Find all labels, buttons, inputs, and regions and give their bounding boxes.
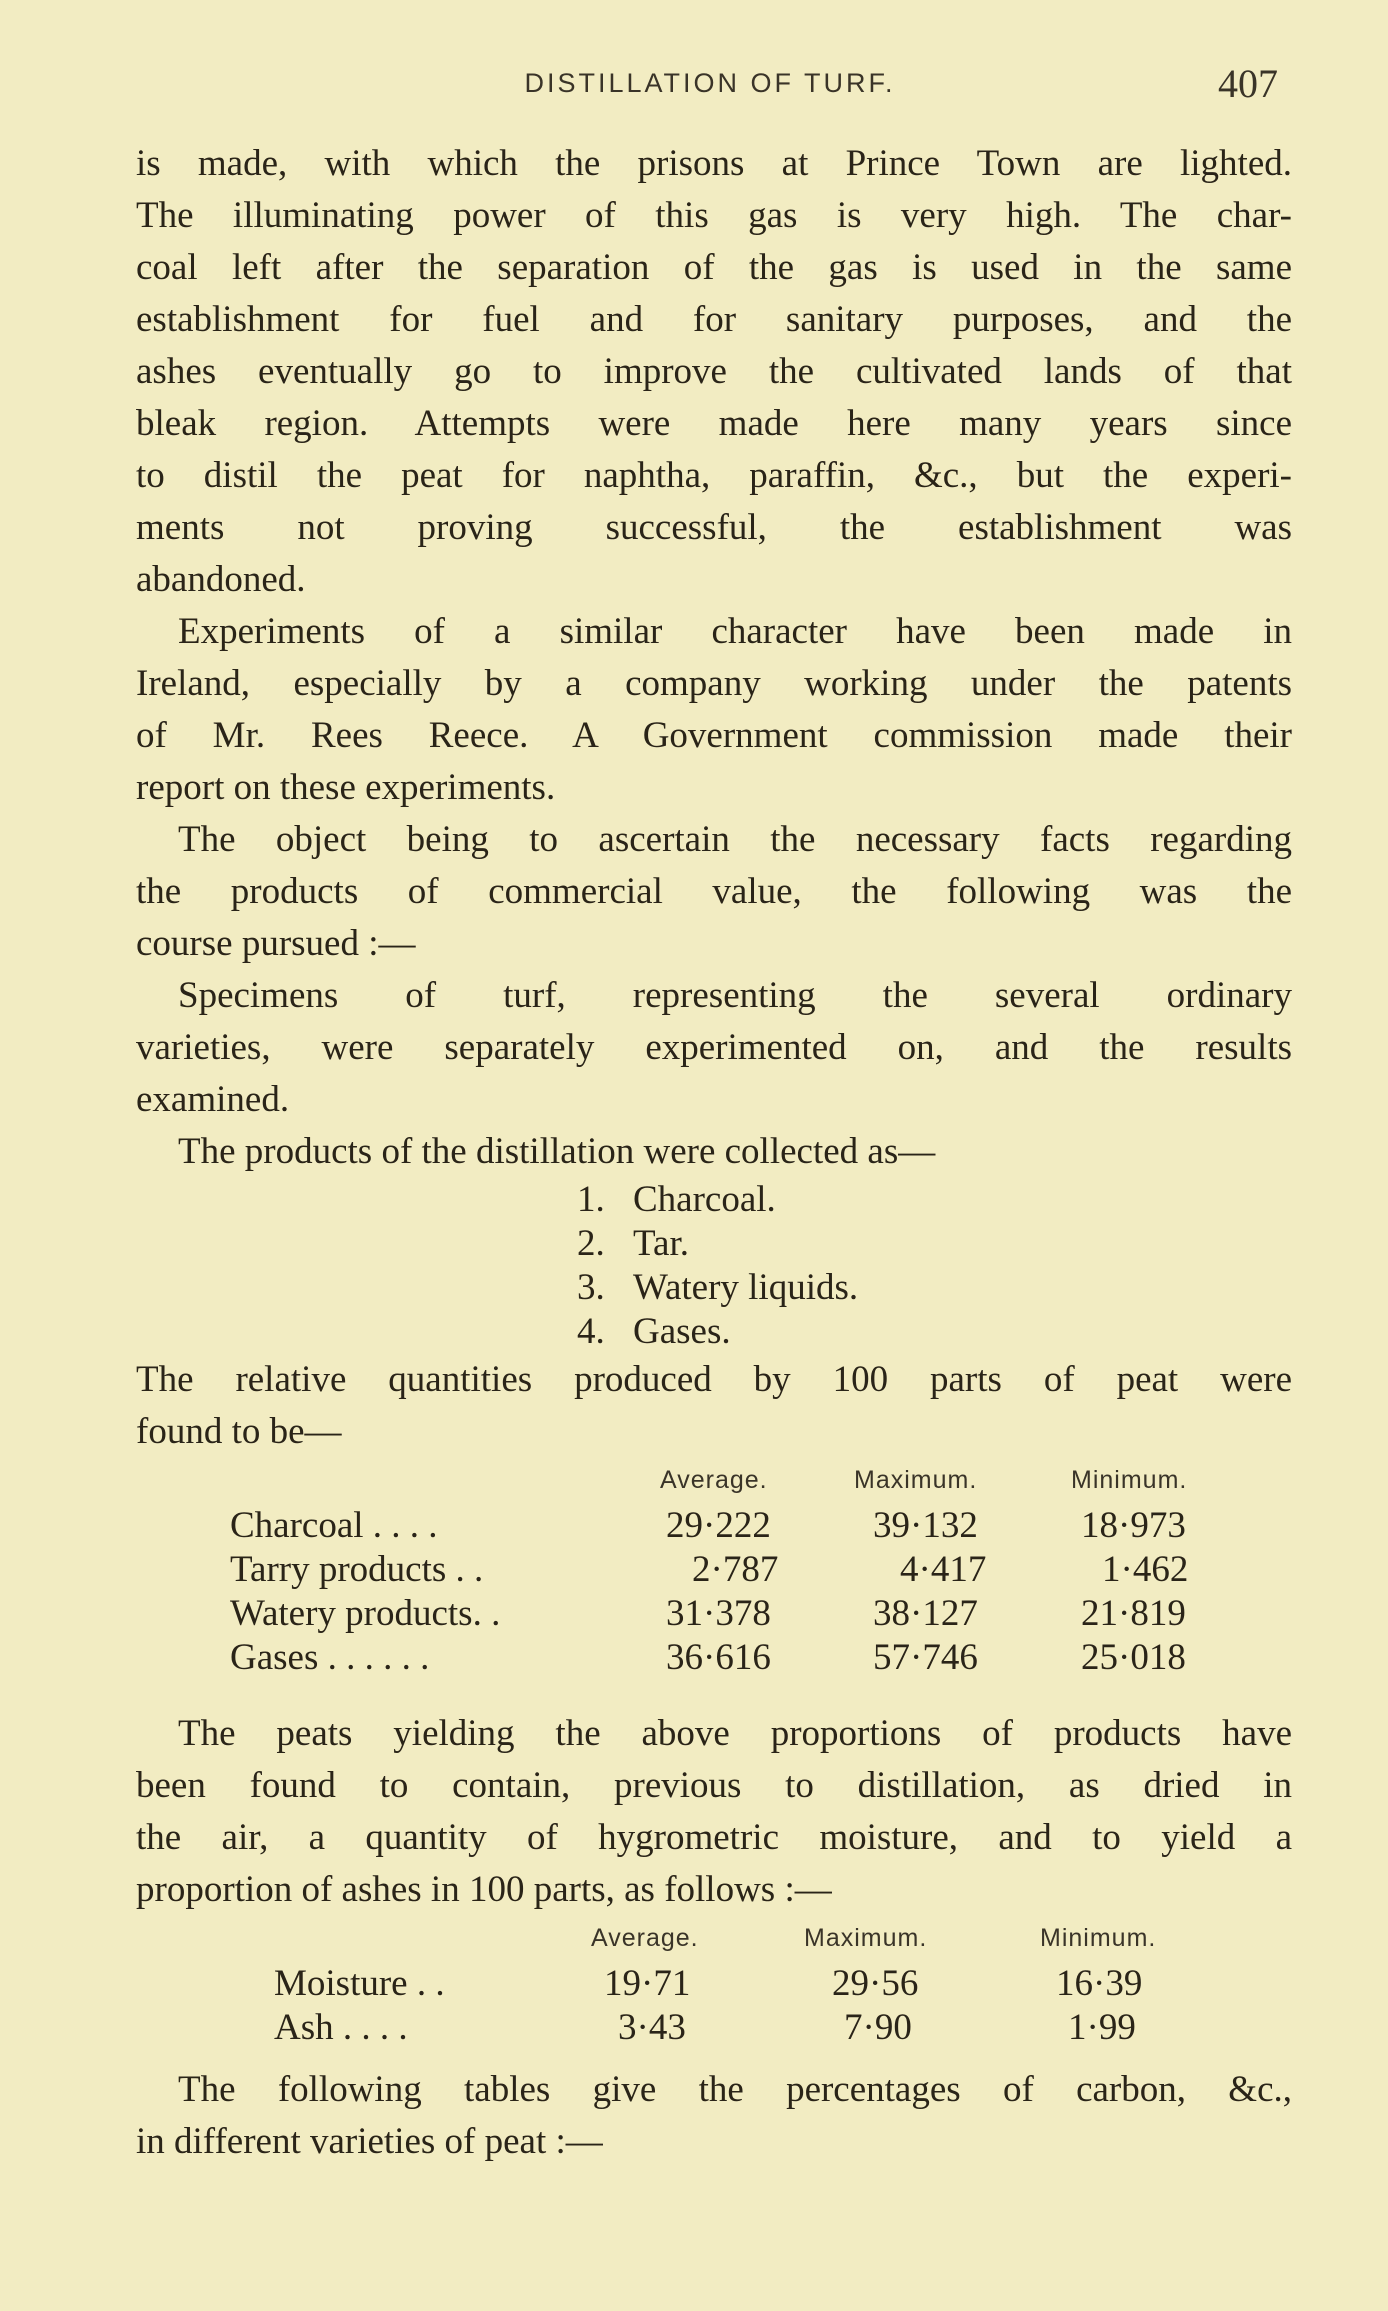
table-row-label: Tarry products . .: [230, 1549, 484, 1590]
text-line: The peats yielding the above proportions of products have: [178, 1713, 1292, 1754]
paragraph-block: [136, 1708, 1292, 1916]
table-cell: 18·973: [1081, 1505, 1186, 1546]
table-row-label: Charcoal . . . .: [230, 1505, 438, 1546]
table-header-maximum: Maximum.: [804, 1924, 928, 1952]
list-item: 4. Gases.: [577, 1311, 731, 1352]
list-item: 1. Charcoal.: [577, 1179, 776, 1220]
text-line: of Mr. Rees Reece. A Government commission made their: [136, 715, 1292, 756]
text-line: to distil the peat for naphtha, paraffin, &c., but the experi-: [136, 455, 1292, 496]
text-line: been found to contain, previous to distillation, as dried in: [136, 1765, 1292, 1806]
table-header-minimum: Minimum.: [1071, 1466, 1188, 1494]
body-text: [136, 138, 1292, 2168]
products-list: [136, 1178, 1292, 1354]
text-line: Experiments of a similar character have been made in: [178, 611, 1292, 652]
table-row-label: Gases . . . . . .: [230, 1637, 430, 1678]
table-cell: 1·99: [1068, 2007, 1136, 2048]
table-cell: 1·462: [1102, 1549, 1189, 1590]
table-cell: 3·43: [618, 2007, 686, 2048]
table-row-label: Watery products. .: [230, 1593, 501, 1634]
distillation-products-table: [136, 1458, 1292, 1708]
text-line: bleak region. Attempts were made here many years since: [136, 403, 1292, 444]
text-line: ashes eventually go to improve the cultivated lands of that: [136, 351, 1292, 392]
table-cell: 7·90: [844, 2007, 912, 2048]
text-line: the products of commercial value, the following was the: [136, 871, 1292, 912]
text-line: abandoned.: [136, 559, 306, 600]
text-line: examined.: [136, 1079, 290, 1120]
paragraph-block: [136, 2064, 1292, 2168]
text-line: the air, a quantity of hygrometric moisture, and to yield a: [136, 1817, 1292, 1858]
table-cell: 25·018: [1081, 1637, 1186, 1678]
text-line: found to be—: [136, 1411, 342, 1452]
text-line: varieties, were separately experimented on, and the results: [136, 1027, 1292, 1068]
table-cell: 19·71: [604, 1963, 691, 2004]
text-line: proportion of ashes in 100 parts, as follows :—: [136, 1869, 832, 1910]
table-header-average: Average.: [591, 1924, 699, 1952]
table-header-maximum: Maximum.: [854, 1466, 978, 1494]
text-line: Ireland, especially by a company working under the patents: [136, 663, 1292, 704]
text-line: in different varieties of peat :—: [136, 2121, 603, 2162]
text-line: The object being to ascertain the necessary facts regarding: [178, 819, 1292, 860]
paragraph-block: [136, 1354, 1292, 1458]
table-cell: 4·417: [900, 1549, 987, 1590]
table-cell: 31·378: [666, 1593, 771, 1634]
text-line: The following tables give the percentages of carbon, &c.,: [178, 2069, 1292, 2110]
table-row-label: Moisture . .: [274, 1963, 445, 2004]
table-cell: 2·787: [692, 1549, 779, 1590]
table-row-label: Ash . . . .: [274, 2007, 408, 2048]
table-cell: 57·746: [873, 1637, 978, 1678]
table-cell: 29·222: [666, 1505, 771, 1546]
table-cell: 29·56: [832, 1963, 919, 2004]
text-line: is made, with which the prisons at Prince Town are lighted.: [136, 143, 1292, 184]
list-item: 3. Watery liquids.: [577, 1267, 859, 1308]
page-header: [130, 60, 1290, 110]
list-item: 2. Tar.: [577, 1223, 689, 1264]
text-line: course pursued :—: [136, 923, 416, 964]
text-line: report on these experiments.: [136, 767, 556, 808]
text-line: coal left after the separation of the gas is used in the same: [136, 247, 1292, 288]
table-cell: 16·39: [1056, 1963, 1143, 2004]
text-line: The illuminating power of this gas is very high. The char-: [136, 195, 1292, 236]
table-cell: 36·616: [666, 1637, 771, 1678]
paragraph-block: [136, 138, 1292, 1178]
text-line: The products of the distillation were collected as—: [178, 1131, 936, 1172]
table-cell: 21·819: [1081, 1593, 1186, 1634]
table-cell: 39·132: [873, 1505, 978, 1546]
text-line: establishment for fuel and for sanitary purposes, and the: [136, 299, 1292, 340]
table-cell: 38·127: [873, 1593, 978, 1634]
table-header-minimum: Minimum.: [1040, 1924, 1157, 1952]
text-line: Specimens of turf, representing the several ordinary: [178, 975, 1292, 1016]
text-line: The relative quantities produced by 100 parts of peat were: [136, 1359, 1292, 1400]
running-title: DISTILLATION OF TURF.: [524, 68, 896, 98]
text-line: ments not proving successful, the establishment was: [136, 507, 1292, 548]
page-number: 407: [1218, 61, 1278, 106]
moisture-ash-table: [136, 1916, 1292, 2064]
table-header-average: Average.: [660, 1466, 768, 1494]
